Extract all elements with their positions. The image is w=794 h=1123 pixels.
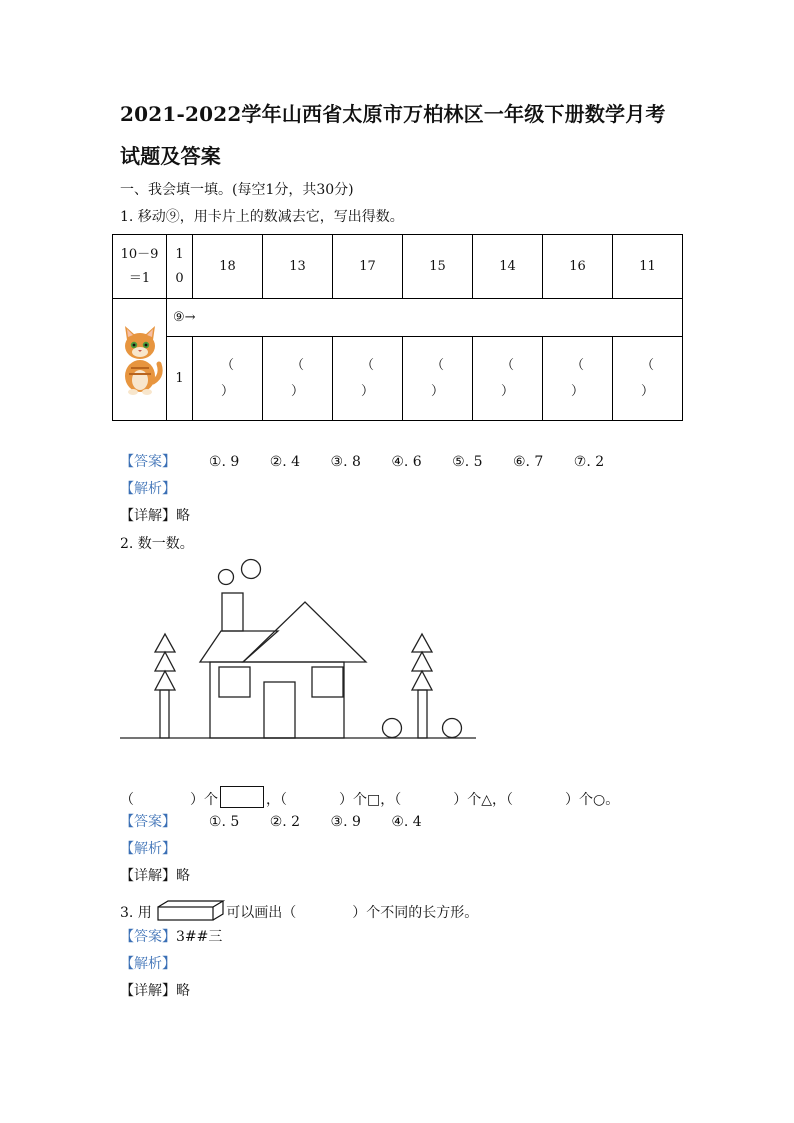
window-right — [312, 667, 343, 697]
detail-text: 略 — [176, 983, 190, 999]
answer-item: ②. 2 — [269, 814, 301, 830]
card-first-line2: 0 — [175, 270, 184, 286]
smoke-circle-large — [242, 560, 261, 579]
card-number: 17 — [333, 235, 403, 299]
q3-prompt-after: 可以画出（ ）个不同的长方形。 — [226, 905, 479, 921]
answer-item: ⑦. 2 — [573, 454, 605, 470]
rectangle-shape-icon — [220, 786, 264, 808]
result-first: 1 — [167, 337, 193, 421]
tree-left-top — [155, 634, 175, 652]
card-number: 16 — [543, 235, 613, 299]
fill-part: ）个△，（ — [453, 792, 514, 808]
q1-detail — [120, 505, 190, 525]
fill-part: （ — [120, 792, 134, 808]
detail-text: 略 — [176, 868, 190, 884]
blank-close: ） — [500, 383, 514, 399]
answer-blank[interactable] — [193, 337, 263, 421]
page-title-line2: 试题及答案 — [120, 144, 221, 168]
blank-open: （ — [290, 357, 304, 373]
answer-blank[interactable] — [543, 337, 613, 421]
chimney-rect — [222, 593, 243, 631]
q1-analysis-tag: 【解析】 — [120, 481, 176, 497]
answer-item: ③. 8 — [330, 454, 361, 470]
q1-table — [112, 234, 683, 421]
example-line1: 10－9 — [120, 246, 159, 262]
detail-tag: 【详解】 — [120, 983, 176, 999]
answer-blank[interactable] — [473, 337, 543, 421]
q3-detail — [120, 980, 190, 1000]
blank-open: （ — [360, 357, 374, 373]
detail-text: 略 — [176, 508, 190, 524]
example-line2: ＝1 — [128, 270, 151, 286]
answer-item: ④. 4 — [391, 814, 422, 830]
tree-right-trunk — [418, 690, 427, 738]
answer-item: ⑤. 5 — [452, 454, 483, 470]
section-heading: 一、我会填一填。(每空1分，共30分) — [120, 182, 354, 198]
card-number: 14 — [473, 235, 543, 299]
detail-tag: 【详解】 — [120, 868, 176, 884]
tree-left-mid — [155, 652, 175, 671]
answer-item: ④. 6 — [391, 454, 422, 470]
card-first-line1: 1 — [175, 246, 184, 262]
page-title-line1: 2021-2022学年山西省太原市万柏林区一年级下册数学月考 — [120, 102, 666, 126]
q2-fill-line — [120, 786, 619, 809]
door — [264, 682, 295, 738]
example-cell — [113, 235, 167, 299]
blank-close: ） — [220, 383, 234, 399]
blank-open: （ — [430, 357, 444, 373]
ground-circle-left — [383, 719, 402, 738]
blank-close: ） — [290, 383, 304, 399]
cat-image-cell — [113, 299, 167, 421]
card-number: 15 — [403, 235, 473, 299]
fill-part: ）个 — [190, 792, 218, 808]
blank-open: （ — [220, 357, 234, 373]
card-number: 13 — [263, 235, 333, 299]
q1-answer-row — [120, 451, 604, 471]
q3-prompt — [120, 900, 478, 922]
house-figure — [118, 556, 488, 746]
move-row — [167, 299, 683, 337]
blank-open: （ — [500, 357, 514, 373]
card-number: 18 — [193, 235, 263, 299]
fill-part: ）个○。 — [565, 792, 620, 808]
card-first — [167, 235, 193, 299]
answer-blank[interactable] — [263, 337, 333, 421]
tree-left-bottom — [155, 671, 175, 690]
blank-close: ） — [570, 383, 584, 399]
answer-tag: 【答案】 — [120, 454, 176, 470]
answer-item: ①. 5 — [208, 814, 240, 830]
answer-tag: 【答案】 — [120, 929, 176, 945]
q3-answer-row — [120, 926, 222, 946]
house-body — [210, 662, 344, 738]
blank-close: ） — [430, 383, 444, 399]
smoke-circle-small — [219, 570, 234, 585]
q2-prompt: 2. 数一数。 — [120, 536, 194, 552]
answer-item: ⑥. 7 — [512, 454, 544, 470]
answer-item: ②. 4 — [269, 454, 301, 470]
q2-detail — [120, 865, 190, 885]
answer-item: ③. 9 — [330, 814, 361, 830]
move-label: ⑨→ — [173, 310, 196, 325]
answer-item: 3##三 — [176, 929, 223, 945]
q1-prompt: 1. 移动⑨，用卡片上的数减去它，写出得数。 — [120, 209, 404, 225]
q2-analysis-tag: 【解析】 — [120, 841, 176, 857]
answer-blank[interactable] — [333, 337, 403, 421]
fill-part: ，（ — [266, 792, 287, 808]
roof-right — [243, 602, 366, 662]
roof-left — [200, 631, 278, 662]
cat-icon — [115, 324, 165, 396]
tree-right-mid — [412, 652, 432, 671]
blank-open: （ — [570, 357, 584, 373]
answer-tag: 【答案】 — [120, 814, 176, 830]
q3-prompt-before: 3. 用 — [120, 905, 152, 921]
answer-item: ①. 9 — [208, 454, 240, 470]
card-number: 11 — [613, 235, 683, 299]
blank-open: （ — [640, 357, 654, 373]
tree-right-top — [412, 634, 432, 652]
q3-analysis-tag: 【解析】 — [120, 956, 176, 972]
window-left — [219, 667, 250, 697]
tree-right-bottom — [412, 671, 432, 690]
tree-left-trunk — [160, 690, 169, 738]
fill-part: ）个□，（ — [339, 792, 402, 808]
ground-circle-right — [443, 719, 462, 738]
answer-blank[interactable] — [613, 337, 683, 421]
q2-answer-row — [120, 811, 422, 831]
blank-close: ） — [640, 383, 654, 399]
blank-close: ） — [360, 383, 374, 399]
answer-blank[interactable] — [403, 337, 473, 421]
detail-tag: 【详解】 — [120, 508, 176, 524]
cuboid-icon — [157, 900, 225, 922]
